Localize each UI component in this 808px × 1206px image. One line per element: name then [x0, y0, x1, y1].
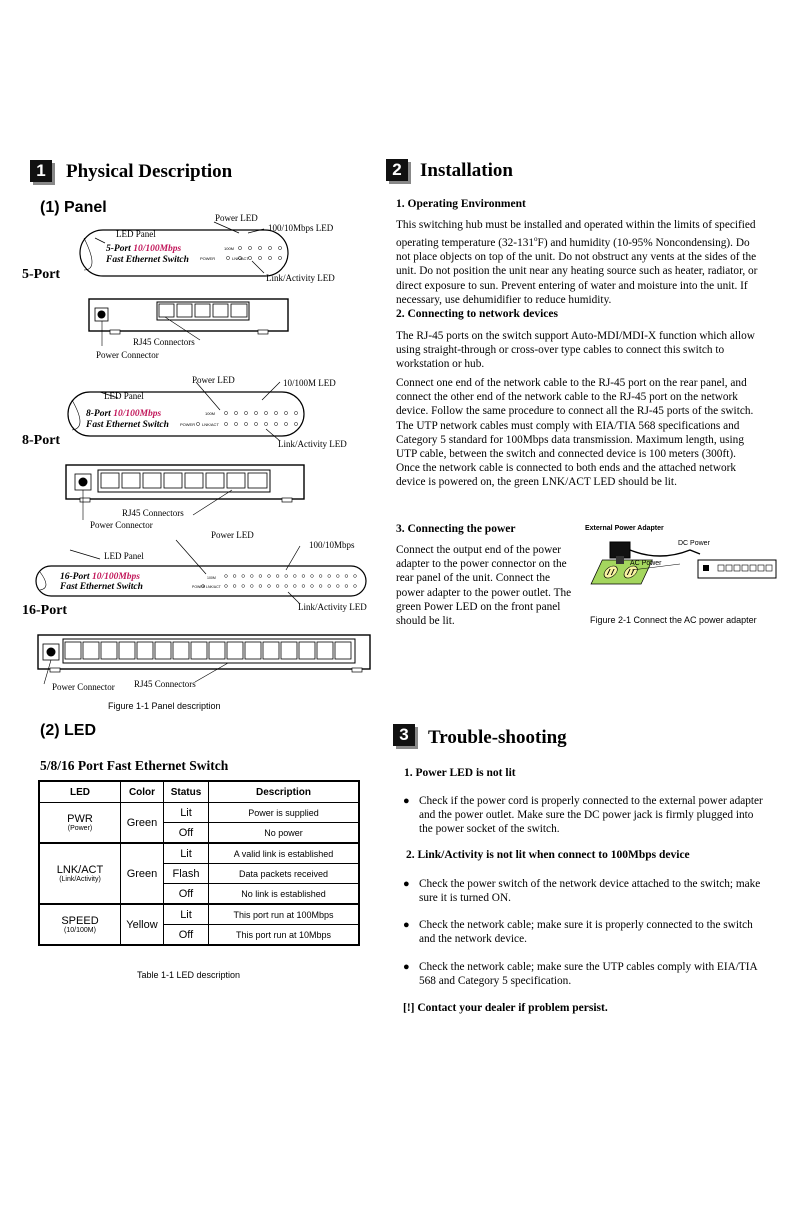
led-dot — [293, 585, 296, 588]
rj45-port — [227, 642, 243, 659]
description-cell: Data packets received — [209, 864, 360, 884]
sixteen-power-led-label: Power LED — [211, 530, 254, 540]
col-status: Status — [164, 781, 209, 803]
led-dot — [259, 585, 262, 588]
led-dot — [336, 575, 339, 578]
led-dot — [345, 585, 348, 588]
description-cell: Power is supplied — [209, 803, 360, 823]
description-cell: No link is established — [209, 884, 360, 905]
led-name-cell: SPEED (10/100M) — [39, 904, 121, 945]
five-speed-led-label: 100/10Mbps LED — [268, 223, 334, 233]
led-name-cell: PWR (Power) — [39, 803, 121, 844]
table-row — [39, 803, 359, 823]
panel-figure-caption: Figure 1-1 Panel description — [108, 701, 221, 711]
power-subheading: 3. Connecting the power — [396, 523, 516, 535]
section-number-badge: 3 — [393, 724, 415, 746]
led-dot — [354, 575, 357, 578]
eight-link-led-label: Link/Activity LED — [278, 439, 347, 449]
led-dot — [259, 575, 262, 578]
led-table-caption: Table 1-1 LED description — [137, 970, 241, 980]
led-table-title: 5/8/16 Port Fast Ethernet Switch — [40, 758, 229, 773]
col-color: Color — [121, 781, 164, 803]
net-paragraph-2: Connect one end of the network cable to the RJ-45 port on the rear panel, and connect the other end of the network cable to the RJ-45 port on the network device. Follow the same procedure to connect all the RJ-45 ports of the switch. The UTP network cables must comply with EIA/TIA 568 specifications and Category 5 standard for 100Mbps data transmission. Maximum length, using UTP cable, between the switch and connected device is 100 meters (300ft). Once the network cable is connected to both ends and the attached network device is powered on, the green LNK/ACT LED should be lit. — [396, 377, 754, 489]
led-dot — [225, 575, 228, 578]
eight-led-panel-label: LED Panel — [104, 391, 144, 401]
led-dot — [285, 585, 288, 588]
led-dot — [242, 575, 245, 578]
svg-text:LNK/ACT: LNK/ACT — [232, 256, 249, 261]
led-dot — [276, 585, 279, 588]
panel-heading: (1) Panel — [40, 199, 107, 216]
eight-model-label: 8-Port 10/100Mbps Fast Ethernet Switch — [86, 409, 169, 430]
description-cell: A valid link is established — [209, 843, 360, 864]
led-color-cell: Green — [121, 803, 164, 844]
five-rj45-label: RJ45 Connectors — [133, 337, 195, 347]
led-dot — [285, 575, 288, 578]
led-dot — [336, 585, 339, 588]
rj45-port — [83, 642, 99, 659]
led-dot — [242, 585, 245, 588]
sixteen-model-label: 16-Port 10/100Mbps Fast Ethernet Switch — [60, 572, 143, 592]
led-dot — [328, 585, 331, 588]
status-cell: Off — [164, 823, 209, 844]
led-dot — [293, 575, 296, 578]
description-cell: This port run at 10Mbps — [209, 925, 360, 946]
led-dot — [311, 575, 314, 578]
rj45-port — [191, 642, 207, 659]
led-dot — [233, 585, 236, 588]
eight-port-label: 8-Port — [22, 433, 61, 448]
led-dot — [319, 575, 322, 578]
led-table — [38, 780, 360, 946]
col-led: LED — [39, 781, 121, 803]
svg-text:100M: 100M — [207, 576, 216, 580]
led-dot — [268, 575, 271, 578]
table-row — [39, 843, 359, 864]
contact-note: [!] Contact your dealer if problem persist. — [403, 1002, 608, 1014]
rj45-port — [281, 642, 297, 659]
section-title: Installation — [420, 160, 513, 181]
sixteen-power-connector-label: Power Connector — [52, 682, 115, 692]
status-cell: Flash — [164, 864, 209, 884]
section-number-badge: 1 — [30, 160, 52, 182]
led-heading: (2) LED — [40, 722, 96, 739]
led-color-cell: Green — [121, 843, 164, 904]
eight-rj45-label: RJ45 Connectors — [122, 508, 184, 518]
svg-text:POWER: POWER — [192, 585, 206, 589]
status-cell: Lit — [164, 843, 209, 864]
col-description: Description — [209, 781, 360, 803]
led-name-cell: LNK/ACT (Link/Activity) — [39, 843, 121, 904]
eight-power-led-label: Power LED — [192, 375, 235, 385]
rj45-port — [209, 642, 225, 659]
trouble-bullet-4: ● Check the network cable; make sure the UTP cables comply with EIA/TIA 568 and Category 5 specification. — [403, 960, 764, 988]
sixteen-link-led-label: Link/Activity LED — [298, 602, 367, 612]
trouble-bullet-1: ● Check if the power cord is properly connected to the external power adapter and the power outlet. Make sure the DC power jack is firmly plugged into the power socket of the switch. — [403, 794, 764, 837]
five-port-label: 5-Port — [22, 267, 61, 282]
rj45-port — [101, 642, 117, 659]
table-row — [39, 904, 359, 925]
net-paragraph-1: The RJ-45 ports on the switch support Auto-MDI/MDI-X function which allow using straight-through or cross-over type cables to connect this switch to workstation or hub. — [396, 330, 755, 371]
rj45-port — [173, 642, 189, 659]
net-subheading: 2. Connecting to network devices — [396, 308, 558, 320]
led-dot — [354, 585, 357, 588]
sixteen-port-label: 16-Port — [22, 603, 68, 618]
rj45-port — [137, 642, 153, 659]
led-dot — [250, 575, 253, 578]
svg-text:POWER: POWER — [200, 256, 216, 261]
dc-power-label: DC Power — [678, 540, 710, 547]
rj45-port — [245, 642, 261, 659]
svg-text:100M: 100M — [224, 246, 235, 251]
status-cell: Off — [164, 884, 209, 905]
status-cell: Lit — [164, 904, 209, 925]
sixteen-speed-led-label: 100/10Mbps — [309, 540, 355, 550]
table-header-row — [39, 781, 359, 803]
section-number-badge: 2 — [386, 159, 408, 181]
led-color-cell: Yellow — [121, 904, 164, 945]
env-subheading: 1. Operating Environment — [396, 198, 526, 210]
trouble-bullet-3: ● Check the network cable; make sure it is properly connected to the switch and the network device. — [403, 918, 764, 946]
description-cell: No power — [209, 823, 360, 844]
led-dot — [302, 585, 305, 588]
svg-text:LNK/ACT: LNK/ACT — [202, 422, 219, 427]
sixteen-led-panel-label: LED Panel — [104, 551, 144, 561]
trouble-subheading-1: 1. Power LED is not lit — [404, 767, 516, 779]
svg-text:POWER: POWER — [180, 422, 196, 427]
svg-text:100M: 100M — [205, 411, 216, 416]
five-link-led-label: Link/Activity LED — [266, 273, 335, 283]
trouble-subheading-2: 2. Link/Activity is not lit when connect to 100Mbps device — [406, 849, 690, 861]
rj45-port — [65, 642, 81, 659]
eight-speed-led-label: 10/100M LED — [283, 378, 336, 388]
rj45-port — [263, 642, 279, 659]
status-cell: Off — [164, 925, 209, 946]
description-cell: This port run at 100Mbps — [209, 904, 360, 925]
led-dot — [302, 575, 305, 578]
led-dot — [225, 585, 228, 588]
trouble-bullet-2: ● Check the power switch of the network device attached to the switch; make sure it is turned ON. — [403, 877, 764, 905]
adapter-label: External Power Adapter — [585, 525, 664, 532]
env-paragraph: This switching hub must be installed and operated within the limits of specified operating temperature (32-131$^o$F) and humidity (10-95% Noncondensing). Do not place objects on top of the unit. Do not obstruct any vents at the sides of the unit. Do not position the unit near any heating source such as heater, radiator, or direct exposure to sun. Prevent entering of water and moisture into the unit. If necessary, use dehumidifier to reduce humidity. — [396, 219, 758, 306]
power-paragraph: Connect the output end of the power adapter to the power connector on the rear panel of the unit. Connect the power adapter to the power outlet. The green Power LED on the front panel should be lit. — [396, 544, 572, 628]
eight-port-diagram — [0, 370, 380, 530]
five-power-led-label: Power LED — [215, 213, 258, 223]
svg-text:LNK/ACT: LNK/ACT — [206, 585, 221, 589]
rj45-port — [299, 642, 315, 659]
rj45-port — [317, 642, 333, 659]
led-dot — [233, 575, 236, 578]
rj45-port — [335, 642, 351, 659]
eight-power-connector-label: Power Connector — [90, 520, 153, 530]
led-dot — [311, 585, 314, 588]
led-dot — [276, 575, 279, 578]
ac-power-label: AC Power — [630, 560, 662, 567]
led-dot — [328, 575, 331, 578]
rj45-port — [155, 642, 171, 659]
led-dot — [345, 575, 348, 578]
led-dot — [319, 585, 322, 588]
five-model-label: 5-Port 10/100Mbps Fast Ethernet Switch — [106, 244, 189, 265]
five-power-connector-label: Power Connector — [96, 350, 159, 360]
section-title: Trouble-shooting — [428, 727, 567, 748]
rj45-port — [119, 642, 135, 659]
five-led-panel-label: LED Panel — [116, 229, 156, 239]
sixteen-rj45-label: RJ45 Connectors — [134, 679, 196, 689]
led-dot — [250, 585, 253, 588]
power-figure-caption: Figure 2-1 Connect the AC power adapter — [590, 615, 757, 625]
section-title: Physical Description — [66, 161, 233, 182]
status-cell: Lit — [164, 803, 209, 823]
power-adapter-figure — [580, 522, 780, 612]
led-dot — [268, 585, 271, 588]
